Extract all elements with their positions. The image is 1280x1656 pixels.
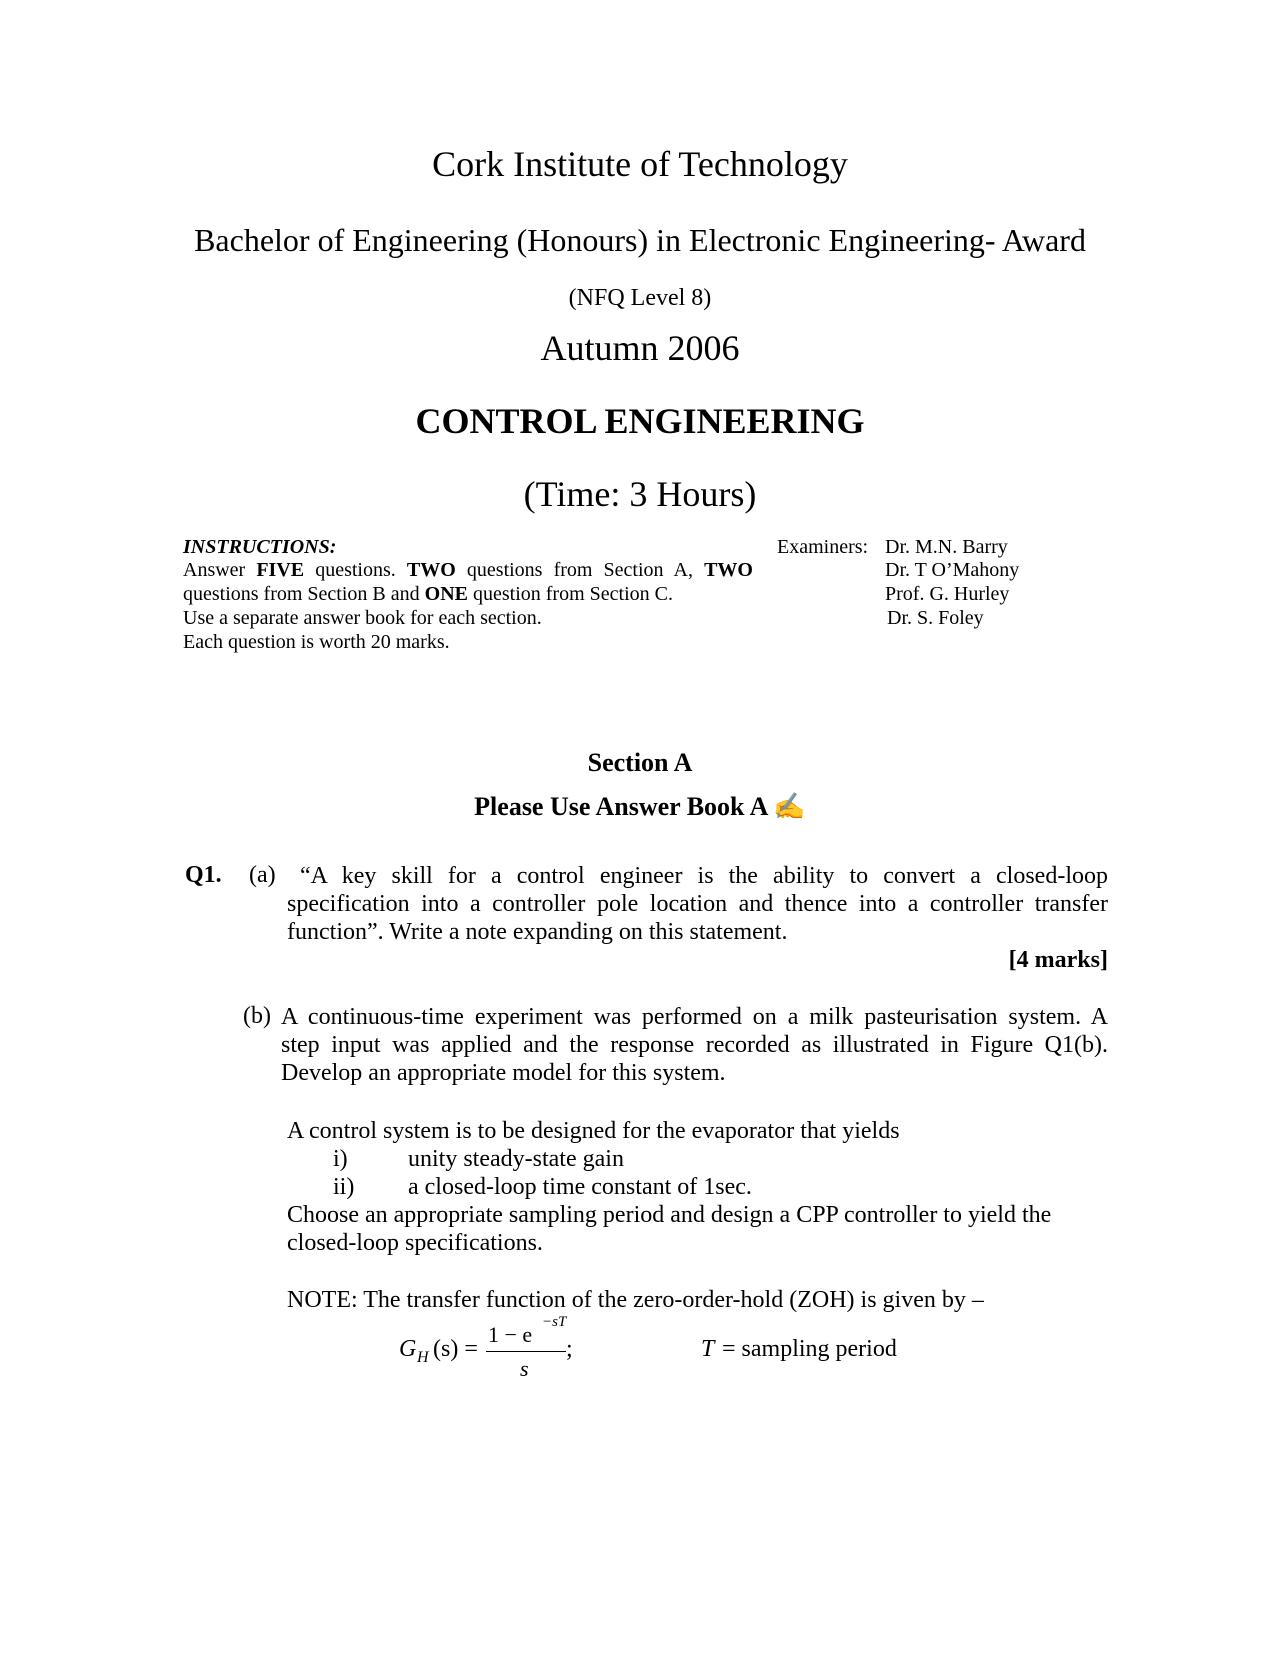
fraction-bar <box>486 1351 566 1352</box>
instr-emph: TWO <box>704 559 753 581</box>
design-intro: A control system is to be designed for the evaporator that yields <box>287 1118 900 1144</box>
examiner-name: Prof. G. Hurley <box>885 583 1010 605</box>
instructions-heading: INSTRUCTIONS: <box>183 536 337 558</box>
instr-text: questions from Section B and <box>183 583 425 605</box>
zoh-note: NOTE: The transfer function of the zero-order-hold (ZOH) is given by – <box>287 1287 984 1313</box>
formula-semicolon: ; <box>566 1336 573 1362</box>
part-a-label: (a) <box>249 862 276 888</box>
exam-duration: (Time: 3 Hours) <box>523 474 757 514</box>
examiners-label: Examiners: <box>777 536 869 558</box>
formula-subscript-H: H <box>417 1349 429 1366</box>
subject-title: CONTROL ENGINEERING <box>415 401 865 441</box>
part-b-label: (b) <box>243 1003 271 1029</box>
exam-session: Autumn 2006 <box>540 328 740 368</box>
instr-emph: FIVE <box>256 559 305 581</box>
instructions-line-3: Use a separate answer book for each section. <box>183 607 542 629</box>
programme-title: Bachelor of Engineering (Honours) in Electronic Engineering- Award <box>194 222 1086 258</box>
part-a-line: “A key skill for a control engineer is the ability to convert a closed-loop <box>300 863 1108 889</box>
spec-number: ii) <box>333 1174 355 1200</box>
instr-emph: TWO <box>406 559 456 581</box>
instr-text: Answer <box>183 559 257 581</box>
part-b-line: A continuous-time experiment was performed on a milk pasteurisation system. A <box>281 1004 1108 1030</box>
part-b-line: Develop an appropriate model for this system. <box>281 1060 726 1086</box>
formula-G: G <box>399 1336 417 1362</box>
section-title: Section A <box>587 748 693 777</box>
formula-exponent: −sT <box>542 1314 567 1330</box>
spec-text: a closed-loop time constant of 1sec. <box>408 1174 752 1200</box>
examiner-name: Dr. M.N. Barry <box>885 536 1008 558</box>
part-a-line: specification into a controller pole location and thence into a controller transfer <box>287 891 1108 917</box>
spec-text: unity steady-state gain <box>408 1146 624 1172</box>
instructions-line-2 <box>183 583 673 606</box>
instructions-line-4: Each question is worth 20 marks. <box>183 631 450 653</box>
choose-line: Choose an appropriate sampling period and design a CPP controller to yield the <box>287 1202 1052 1228</box>
instr-text: questions. <box>304 559 407 581</box>
part-a-line: function”. Write a note expanding on this statement. <box>287 919 788 945</box>
instructions-line-1 <box>183 559 753 582</box>
instr-text: questions from Section A, <box>455 559 705 581</box>
spec-number: i) <box>333 1146 348 1172</box>
formula-denominator: s <box>520 1356 529 1381</box>
instr-emph: ONE <box>424 583 468 605</box>
examiner-name: Dr. S. Foley <box>887 607 984 629</box>
nfq-level: (NFQ Level 8) <box>568 285 712 311</box>
formula-T-definition: = sampling period <box>716 1336 897 1362</box>
choose-line: closed-loop specifications. <box>287 1230 543 1256</box>
instr-text: question from Section C. <box>467 583 673 605</box>
formula-numerator: 1 − e <box>488 1322 533 1347</box>
formula-T: T <box>701 1336 715 1362</box>
question-number: Q1. <box>185 862 222 888</box>
answer-book-note: Please Use Answer Book A ✍ <box>474 792 806 821</box>
part-a-marks: [4 marks] <box>1008 947 1108 973</box>
examiner-name: Dr. T O’Mahony <box>885 559 1020 581</box>
institute-title: Cork Institute of Technology <box>432 144 848 184</box>
formula-lhs-rest: (s) = <box>433 1336 478 1362</box>
part-b-line: step input was applied and the response recorded as illustrated in Figure Q1(b). <box>281 1032 1108 1058</box>
